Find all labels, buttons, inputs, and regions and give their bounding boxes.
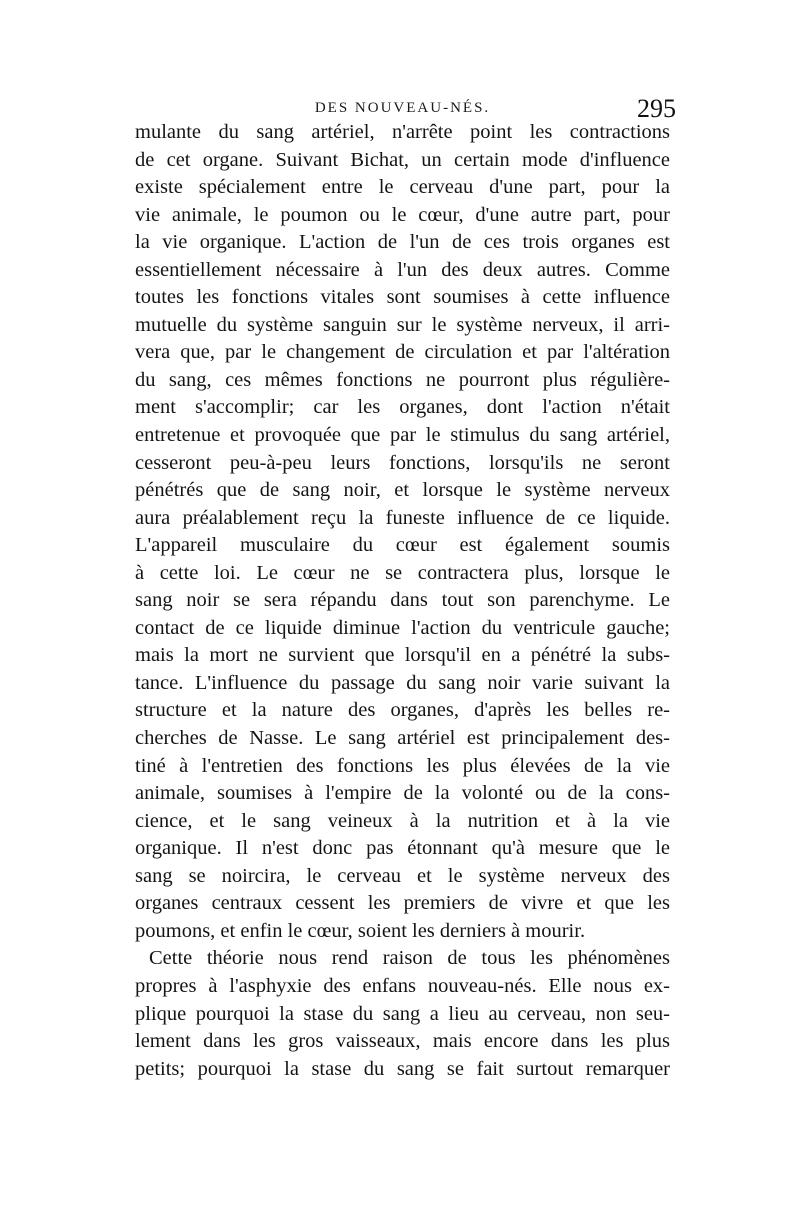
text-line: toutes les fonctions vitales sont soumises à cette influence bbox=[135, 286, 670, 309]
text-line: organes centraux cessent les premiers de vivre et que les bbox=[135, 892, 670, 915]
text-line: cherches de Nasse. Le sang artériel est principalement des- bbox=[135, 727, 670, 750]
text-line: mulante du sang artériel, n'arrête point les contractions bbox=[135, 121, 670, 143]
text-line: aura préalablement reçu la funeste influence de ce liquide. bbox=[135, 506, 670, 529]
text-line: tance. L'influence du passage du sang noir varie suivant la bbox=[135, 671, 670, 694]
text-line: du sang, ces mêmes fonctions ne pourront plus régulière- bbox=[135, 368, 670, 391]
text-line: cesseront peu-à-peu leurs fonctions, lorsqu'ils ne seront bbox=[135, 451, 670, 474]
text-line: mutuelle du système sanguin sur le système nerveux, il arri- bbox=[135, 313, 670, 336]
text-line: de cet organe. Suivant Bichat, un certain mode d'influence bbox=[135, 148, 670, 171]
text-line: L'appareil musculaire du cœur est également soumis bbox=[135, 534, 670, 557]
text-line: ment s'accomplir; car les organes, dont l'action n'était bbox=[135, 396, 670, 419]
text-line: sang se noircira, le cerveau et le système nerveux des bbox=[135, 864, 670, 887]
text-line: pénétrés que de sang noir, et lorsque le système nerveux bbox=[135, 479, 670, 502]
text-line: existe spécialement entre le cerveau d'une part, pour la bbox=[135, 176, 670, 199]
text-line: lement dans les gros vaisseaux, mais encore dans les plus bbox=[135, 1030, 670, 1053]
text-line: essentiellement nécessaire à l'un des deux autres. Comme bbox=[135, 258, 670, 281]
text-line: entretenue et provoquée que par le stimulus du sang artériel, bbox=[135, 424, 670, 447]
text-line: Cette théorie nous rend raison de tous les phénomènes bbox=[149, 947, 670, 970]
text-line: tiné à l'entretien des fonctions les plus élevées de la vie bbox=[135, 754, 670, 777]
text-line: vie animale, le poumon ou le cœur, d'une autre part, pour bbox=[135, 203, 670, 226]
text-line: sang noir se sera répandu dans tout son parenchyme. Le bbox=[135, 589, 670, 612]
page-number: 295 bbox=[637, 94, 676, 123]
body-text bbox=[135, 119, 670, 1083]
text-line: poumons, et enfin le cœur, soient les derniers à mourir. bbox=[135, 919, 586, 942]
text-line: à cette loi. Le cœur ne se contractera plus, lorsque le bbox=[135, 561, 670, 584]
text-line: mais la mort ne survient que lorsqu'il en a pénétré la subs- bbox=[135, 644, 670, 667]
text-line: organique. Il n'est donc pas étonnant qu'à mesure que le bbox=[135, 837, 670, 860]
text-line: propres à l'asphyxie des enfans nouveau-nés. Elle nous ex- bbox=[135, 974, 670, 997]
text-line: la vie organique. L'action de l'un de ces trois organes est bbox=[135, 231, 670, 254]
text-line: cience, et le sang veineux à la nutrition et à la vie bbox=[135, 809, 670, 832]
text-line: animale, soumises à l'empire de la volonté ou de la cons- bbox=[135, 782, 670, 805]
text-line: structure et la nature des organes, d'après les belles re- bbox=[135, 699, 670, 722]
text-line: contact de ce liquide diminue l'action du ventricule gauche; bbox=[135, 616, 670, 639]
text-line: vera que, par le changement de circulation et par l'altération bbox=[135, 341, 670, 364]
text-line: plique pourquoi la stase du sang a lieu au cerveau, non seu- bbox=[135, 1002, 670, 1025]
text-line: petits; pourquoi la stase du sang se fait surtout remarquer bbox=[135, 1057, 670, 1080]
running-title: DES NOUVEAU-NÉS. bbox=[314, 100, 491, 116]
